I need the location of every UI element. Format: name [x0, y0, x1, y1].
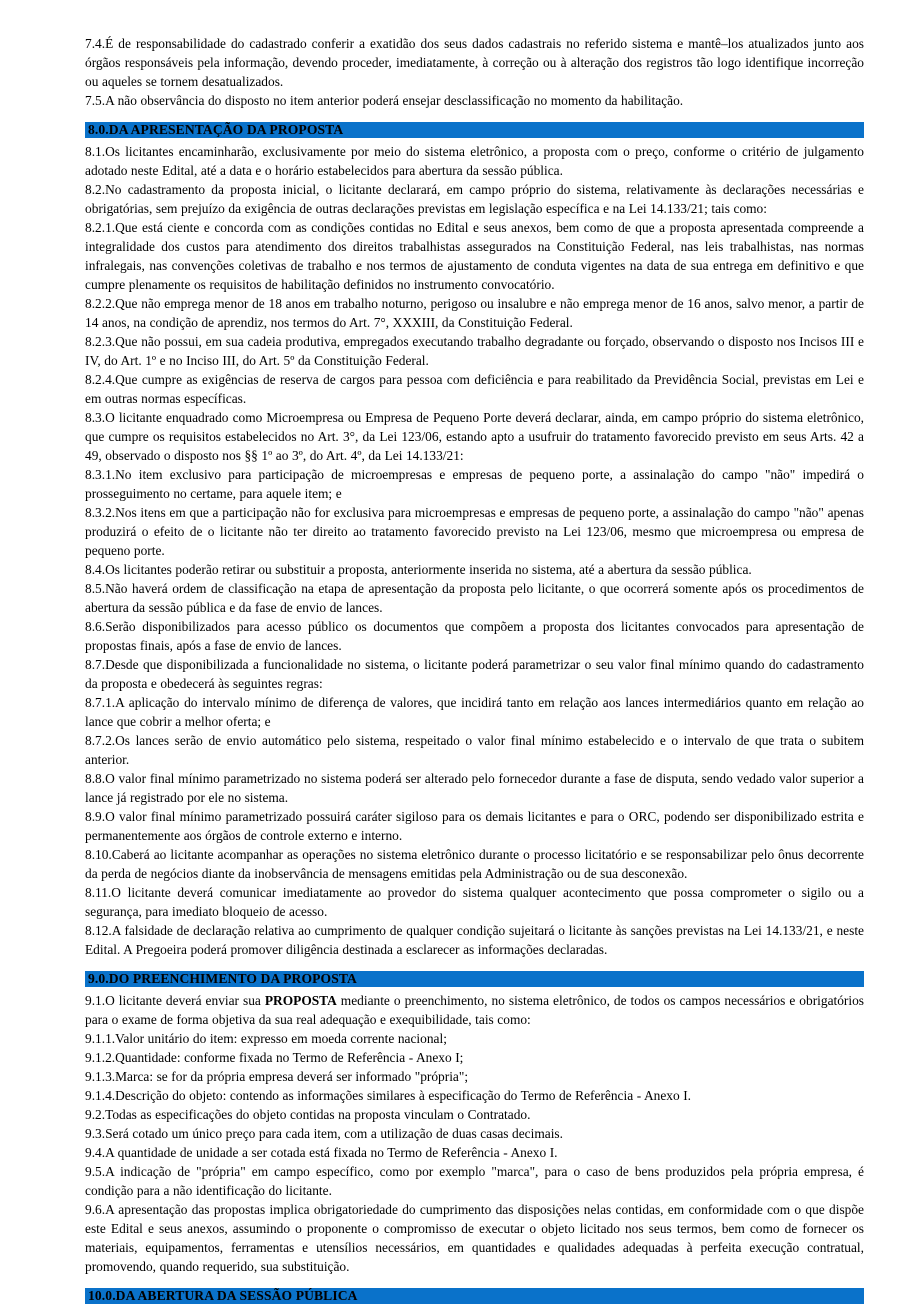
clause-paragraph: 8.2.No cadastramento da proposta inicial, o licitante declarará, em campo próprio do sistema, relativamente às declarações necessárias e obrigatórias, sem prejuízo da exigência de outras declarações previstas em legislação específica e na Lei 14.133/21; tais como: [85, 182, 864, 216]
clause-paragraph: 9.3.Será cotado um único preço para cada item, com a utilização de duas casas decimais. [85, 1126, 563, 1141]
section-header-label: 9.0.DO PREENCHIMENTO DA PROPOSTA [88, 971, 357, 986]
clause-paragraph: 8.3.O licitante enquadrado como Microempresa ou Empresa de Pequeno Porte deverá declarar, ainda, em campo próprio do sistema eletrônico, que cumpre os requisitos estabelecidos no Art. 3°, da Lei 123/06, estando apto a usufruir do tratamento favorecido previsto em seus Arts. 42 a 49, observado o disposto nos §§ 1º ao 3º, do Art. 4º, da Lei 14.133/21: [85, 410, 864, 463]
document-content [85, 34, 864, 1304]
clause-paragraph: 8.4.Os licitantes poderão retirar ou substituir a proposta, anteriormente inserida no sistema, até a abertura da sessão pública. [85, 562, 752, 577]
clause-paragraph: 8.5.Não haverá ordem de classificação na etapa de apresentação da proposta pelo licitante, o que ocorrerá somente após os procedimentos de abertura da sessão pública e da fase de envio de lances. [85, 581, 864, 615]
clause-paragraph: 9.6.A apresentação das propostas implica obrigatoriedade do cumprimento das disposições nelas contidas, em conformidade com o que dispõe este Edital e seus anexos, assumindo o proponente o compromisso de executar o objeto licitado nos seus termos, bem como de fornecer os materiais, equipamentos, ferramentas e utensílios necessários, em quantidades e qualidades adequadas à perfeita execução contratual, promovendo, quando requerido, sua substituição. [85, 1202, 864, 1274]
clause-paragraph: 9.1.3.Marca: se for da própria empresa deverá ser informado "própria"; [85, 1069, 469, 1084]
clause-paragraph: 8.7.2.Os lances serão de envio automático pelo sistema, respeitado o valor final mínimo estabelecido e o intervalo de que trata o subitem anterior. [85, 733, 864, 767]
clause-paragraph: 9.4.A quantidade de unidade a ser cotada está fixada no Termo de Referência - Anexo I. [85, 1145, 558, 1160]
clause-paragraph: 8.2.1.Que está ciente e concorda com as condições contidas no Edital e seus anexos, bem como de que a proposta apresentada compreende a integralidade dos custos para atendimento dos direitos trabalhistas assegurados na Constituição Federal, nas leis trabalhistas, nas normas infralegais, nas convenções coletivas de trabalho e nos termos de ajustamento de conduta vigentes na data de sua entrega em definitivo e que cumpre plenamente os requisitos de habilitação definidos no instrumento convocatório. [85, 220, 864, 292]
clause-paragraph: 8.3.1.No item exclusivo para participação de microempresas e empresas de pequeno porte, a assinalação do campo "não" impedirá o prosseguimento no certame, para aquele item; e [85, 467, 864, 501]
clause-paragraph: 7.4.É de responsabilidade do cadastrado conferir a exatidão dos seus dados cadastrais no referido sistema e mantê–los atualizados junto aos órgãos responsáveis pela informação, devendo proceder, imediatamente, à correção ou à alteração dos registros tão logo identifique incorreção ou aqueles se tornem desatualizados. [85, 36, 864, 89]
clause-paragraph: 9.2.Todas as especificações do objeto contidas na proposta vinculam o Contratado. [85, 1107, 531, 1122]
clause-paragraph: 9.1.1.Valor unitário do item: expresso em moeda corrente nacional; [85, 1031, 447, 1046]
clause-paragraph: 8.10.Caberá ao licitante acompanhar as operações no sistema eletrônico durante o processo licitatório e se responsabilizar pelo ônus decorrente da perda de negócios diante da inobservância de mensagens emitidas pela Administração ou de sua desconexão. [85, 847, 864, 881]
clause-paragraph: 8.7.1.A aplicação do intervalo mínimo de diferença de valores, que incidirá tanto em relação aos lances intermediários quanto em relação ao lance que cobrir a melhor oferta; e [85, 695, 864, 729]
clause-paragraph: 8.7.Desde que disponibilizada a funcionalidade no sistema, o licitante poderá parametrizar o seu valor final mínimo quando do cadastramento da proposta e obedecerá às seguintes regras: [85, 657, 864, 691]
section-header [85, 1288, 864, 1304]
clause-paragraph: 9.1.2.Quantidade: conforme fixada no Termo de Referência - Anexo I; [85, 1050, 464, 1065]
section-header [85, 122, 864, 138]
section-header-label: 8.0.DA APRESENTAÇÃO DA PROPOSTA [88, 122, 344, 137]
clause-paragraph: 8.3.2.Nos itens em que a participação não for exclusiva para microempresas e empresas de pequeno porte, a assinalação do campo "não" apenas produzirá o efeito de o licitante não ter direito ao tratamento favorecido previsto na Lei 123/06, mesmo que microempresa ou empresa de pequeno porte. [85, 505, 864, 558]
clause-paragraph: 8.9.O valor final mínimo parametrizado possuirá caráter sigiloso para os demais licitantes e para o ORC, podendo ser disponibilizado estrita e permanentemente aos órgãos de controle externo e interno. [85, 809, 864, 843]
clause-paragraph: 8.12.A falsidade de declaração relativa ao cumprimento de qualquer condição sujeitará o licitante às sanções previstas na Lei 14.133/21, e neste Edital. A Pregoeira poderá promover diligência destinada a esclarecer as informações declaradas. [85, 923, 864, 957]
section-header [85, 971, 864, 987]
clause-paragraph: 8.6.Serão disponibilizados para acesso público os documentos que compõem a proposta dos licitantes convocados para apresentação de propostas finais, após a fase de envio de lances. [85, 619, 864, 653]
clause-paragraph: 9.1.4.Descrição do objeto: contendo as informações similares à especificação do Termo de Referência - Anexo I. [85, 1088, 692, 1103]
clause-paragraph: 7.5.A não observância do disposto no item anterior poderá ensejar desclassificação no momento da habilitação. [85, 93, 684, 108]
clause-paragraph: 8.2.4.Que cumpre as exigências de reserva de cargos para pessoa com deficiência e para reabilitado da Previdência Social, previstas em Lei e em outras normas específicas. [85, 372, 864, 406]
clause-paragraph: 8.1.Os licitantes encaminharão, exclusivamente por meio do sistema eletrônico, a proposta com o preço, conforme o critério de julgamento adotado neste Edital, até a data e o horário estabelecidos para abertura da sessão pública. [85, 144, 864, 178]
clause-paragraph: 9.5.A indicação de "própria" em campo específico, como por exemplo "marca", para o caso de bens produzidos pela própria empresa, é condição para a não identificação do licitante. [85, 1164, 864, 1198]
clause-paragraph: 8.2.3.Que não possui, em sua cadeia produtiva, empregados executando trabalho degradante ou forçado, observando o disposto nos Incisos III e IV, do Art. 1º e no Inciso III, do Art. 5º da Constituição Federal. [85, 334, 864, 368]
clause-paragraph: 8.2.2.Que não emprega menor de 18 anos em trabalho noturno, perigoso ou insalubre e não emprega menor de 16 anos, salvo menor, a partir de 14 anos, na condição de aprendiz, nos termos do Art. 7°, XXXIII, da Constituição Federal. [85, 296, 864, 330]
clause-paragraph: 9.1.O licitante deverá enviar sua PROPOSTA mediante o preenchimento, no sistema eletrônico, de todos os campos necessários e obrigatórios para o exame de forma objetiva da sua real adequação e exequibilidade, tais como: [85, 993, 865, 1027]
clause-paragraph: 8.8.O valor final mínimo parametrizado no sistema poderá ser alterado pelo fornecedor durante a fase de disputa, sendo vedado valor superior a lance já registrado por ele no sistema. [85, 771, 864, 805]
section-header-label: 10.0.DA ABERTURA DA SESSÃO PÚBLICA [88, 1288, 358, 1303]
clause-paragraph: 8.11.O licitante deverá comunicar imediatamente ao provedor do sistema qualquer acontecimento que possa comprometer o sigilo ou a segurança, para imediato bloqueio de acesso. [85, 885, 864, 919]
